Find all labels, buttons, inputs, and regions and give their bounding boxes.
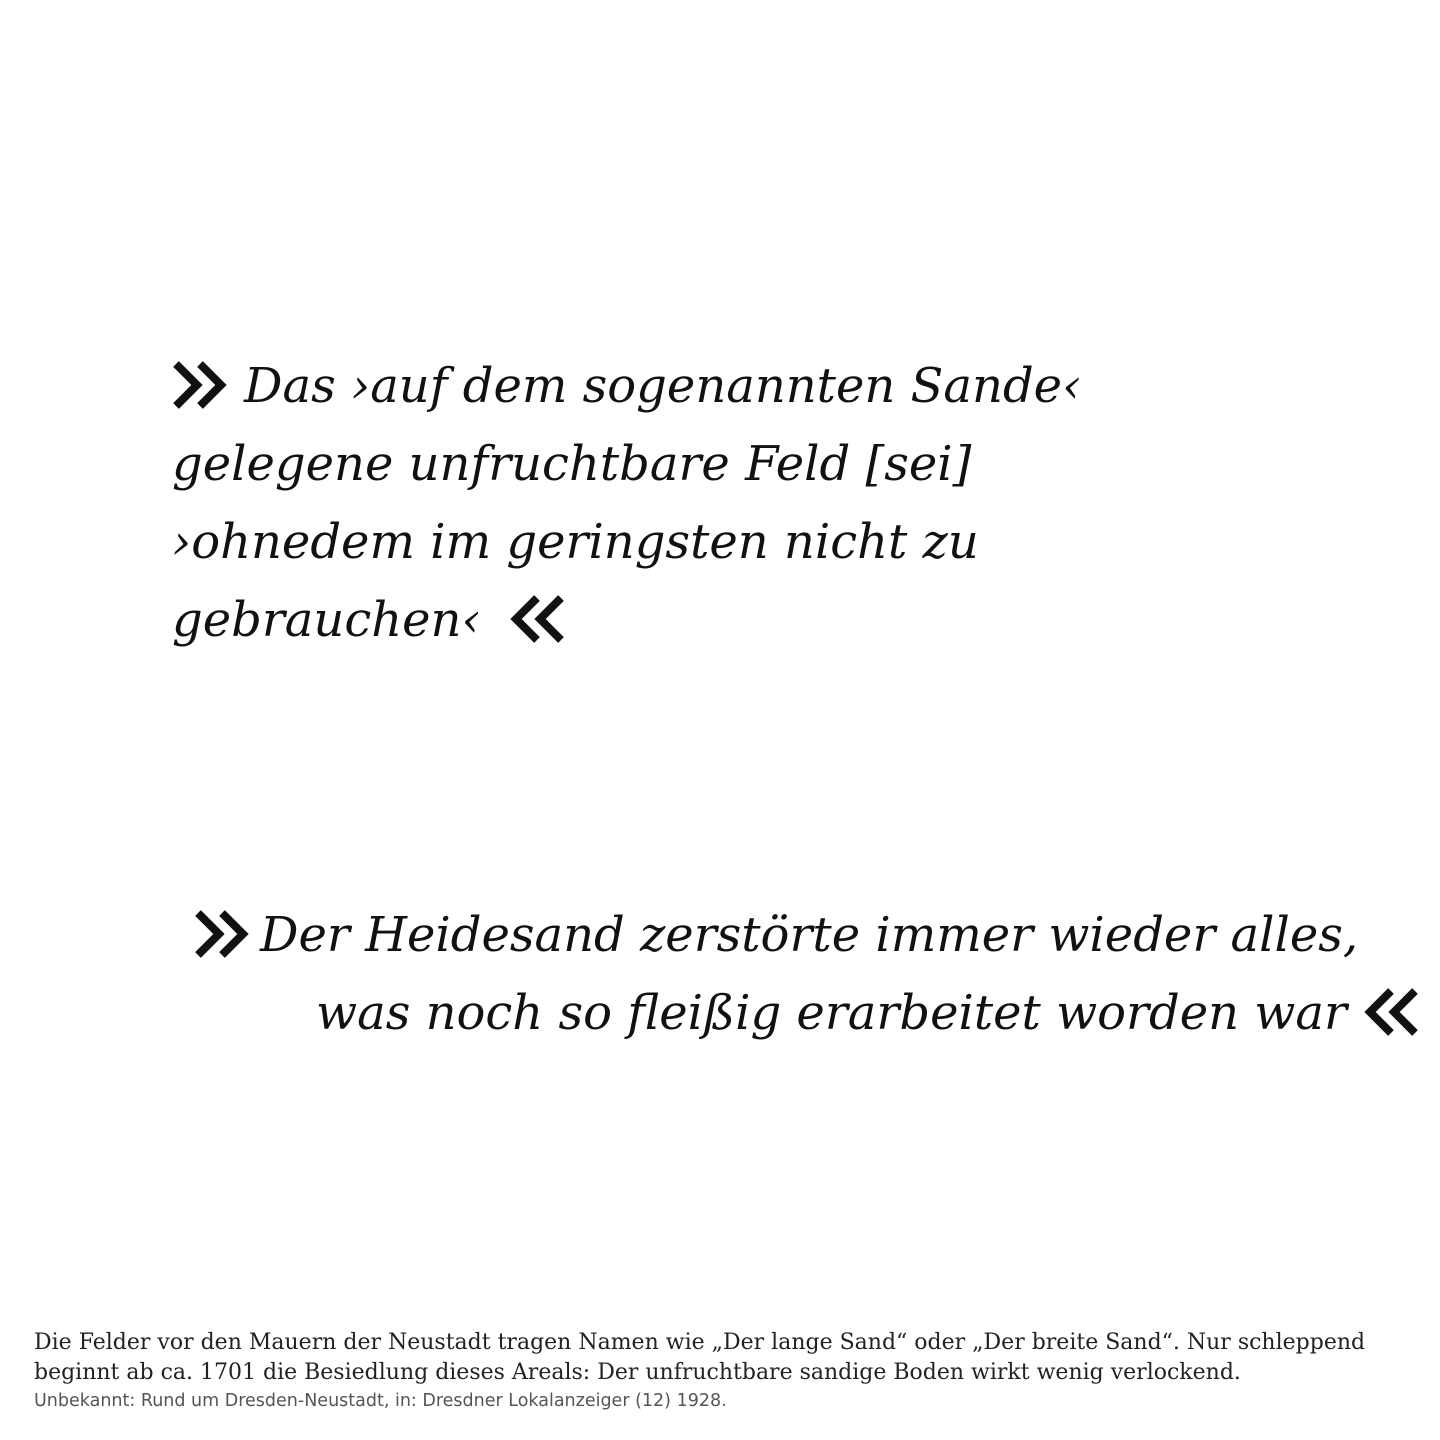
quote-block-2 xyxy=(194,896,1419,1052)
footer-caption xyxy=(34,1328,1414,1414)
quote-1-line-1 xyxy=(172,347,1081,425)
double-chevron-right-icon xyxy=(172,360,230,410)
caption-line-2: beginnt ab ca. 1701 die Besiedlung dieses Areals: Der unfruchtbare sandige Boden wirkt wenig verlockend. xyxy=(34,1360,1241,1385)
quote-2-text-1: Der Heidesand zerstörte immer wieder alles, xyxy=(260,907,1359,963)
quote-block-1 xyxy=(172,347,1081,659)
quote-2-line-2 xyxy=(194,974,1419,1052)
quote-2-text-2: was noch so fleißig erarbeitet worden war xyxy=(316,985,1347,1041)
caption-line-1: Die Felder vor den Mauern der Neustadt tragen Namen wie „Der lange Sand“ oder „Der breite Sand“. Nur schleppend xyxy=(34,1330,1366,1355)
quote-1-line-2: gelegene unfruchtbare Feld [sei] xyxy=(172,436,972,492)
double-chevron-left-icon xyxy=(1361,987,1419,1037)
quote-1-line-3: ›ohnedem im geringsten nicht zu xyxy=(172,514,979,570)
double-chevron-right-icon xyxy=(194,909,252,959)
source-citation: Unbekannt: Rund um Dresden-Neustadt, in: Dresdner Lokalanzeiger (12) 1928. xyxy=(34,1391,727,1411)
quote-1-text-4: gebrauchen‹ xyxy=(172,592,481,648)
quote-2-line-1 xyxy=(194,896,1419,974)
quote-1-line-4 xyxy=(172,581,1081,659)
double-chevron-left-icon xyxy=(507,594,565,644)
quote-1-text-1: Das ›auf dem sogenannten Sande‹ xyxy=(244,358,1082,414)
caption-text xyxy=(34,1328,1414,1388)
